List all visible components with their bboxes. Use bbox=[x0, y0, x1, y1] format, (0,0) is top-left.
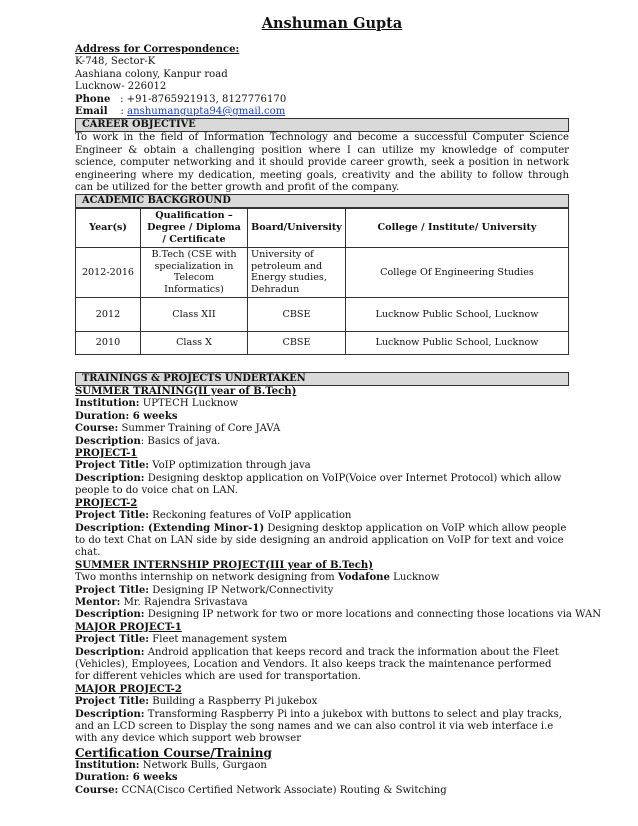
mentor-value: Mr. Rajendra Srivastava bbox=[120, 596, 248, 608]
phone-label: Phone bbox=[75, 93, 111, 105]
cell-qualification: Class XII bbox=[141, 298, 248, 332]
project-title-value: Reckoning features of VoIP application bbox=[149, 510, 352, 522]
trainings-heading: TRAININGS & PROJECTS UNDERTAKEN bbox=[75, 372, 569, 386]
internship-location: Lucknow bbox=[389, 572, 440, 584]
description-value: Designing IP network for two or more locations and connecting those locations via WAN bbox=[144, 609, 602, 621]
major-project-1-section bbox=[75, 622, 569, 684]
company-name: Vodafone bbox=[337, 572, 390, 584]
major-project-2-title: MAJOR PROJECT-2 bbox=[75, 683, 182, 695]
cell-year: 2012 bbox=[76, 298, 141, 332]
cell-board: University of petroleum and Energy studies, Dehradun bbox=[248, 247, 346, 297]
email-separator: : bbox=[120, 106, 124, 118]
address-section bbox=[75, 44, 569, 118]
project-1-title: PROJECT-1 bbox=[75, 448, 138, 460]
header-year: Year(s) bbox=[76, 209, 141, 247]
email-link[interactable]: anshumangupta94@gmail.com bbox=[127, 106, 286, 118]
summer-training-section bbox=[75, 386, 569, 448]
description-label: Description bbox=[75, 435, 141, 447]
summer-internship-section bbox=[75, 559, 602, 622]
career-objective-text: To work in the field of Information Technology and become a successful Computer Science Engineer & obtain a challenging position where I can utilize my knowledge of computer science, computer networking and it should provide career growth, seek a position in network engineering where my dedication, meeting goals, creativity and the ability to follow through can be utilized for the better growth and profit of the company. bbox=[75, 132, 569, 194]
project-title-value: Building a Raspberry Pi jukebox bbox=[149, 696, 318, 708]
address-line: Lucknow- 226012 bbox=[75, 81, 167, 93]
project-2-title: PROJECT-2 bbox=[75, 497, 138, 509]
project-title-value: VoIP optimization through java bbox=[149, 460, 311, 472]
major-project-1-title: MAJOR PROJECT-1 bbox=[75, 621, 182, 633]
table-row bbox=[76, 332, 569, 355]
description-label: Description: bbox=[75, 646, 145, 658]
description-value: Designing desktop application on VoIP which allow people to do text Chat on LAN side by side designing an android application on VoIP for text and voice chat. bbox=[75, 522, 567, 559]
header-college: College / Institute/ University bbox=[346, 209, 569, 247]
description-label: Description: bbox=[75, 609, 145, 621]
description-value: Android application that keeps record and track the information about the Fleet (Vehicles), Employees, Location and Vendors. It also keeps track the maintenance performed for different vehicles which are used for transportation. bbox=[75, 646, 559, 683]
project-2-section bbox=[75, 498, 569, 560]
certification-section bbox=[75, 746, 569, 797]
address-line: Aashiana colony, Kanpur road bbox=[75, 68, 228, 80]
address-line: K-748, Sector-K bbox=[75, 56, 156, 68]
duration-line: Duration: 6 weeks bbox=[75, 772, 178, 784]
summer-training-title: SUMMER TRAINING(II year of B.Tech) bbox=[75, 386, 297, 398]
cell-qualification: Class X bbox=[141, 332, 248, 355]
cell-board: CBSE bbox=[248, 332, 346, 355]
phone-line bbox=[75, 94, 569, 106]
internship-intro: Two months internship on network designing from bbox=[75, 572, 338, 584]
project-title-value: Designing IP Network/Connectivity bbox=[149, 584, 334, 596]
email-line bbox=[75, 106, 569, 118]
course-label: Course: bbox=[75, 784, 119, 796]
academic-header-row bbox=[76, 209, 569, 247]
academic-background-heading: ACADEMIC BACKGROUND bbox=[75, 194, 569, 208]
project-title-label: Project Title: bbox=[75, 696, 150, 708]
resume-page bbox=[75, 14, 602, 797]
description-value: : Basics of java. bbox=[140, 435, 221, 447]
table-row bbox=[76, 298, 569, 332]
phone-value: : +91-8765921913, 8127776170 bbox=[120, 93, 287, 105]
project-title-label: Project Title: bbox=[75, 460, 150, 472]
academic-table bbox=[75, 208, 569, 355]
certification-title: Certification Course/Training bbox=[75, 745, 272, 760]
project-title-label: Project Title: bbox=[75, 634, 150, 646]
cell-year: 2010 bbox=[76, 332, 141, 355]
summer-internship-title: SUMMER INTERNSHIP PROJECT(III year of B.Tech) bbox=[75, 559, 374, 571]
header-board: Board/University bbox=[248, 209, 346, 247]
project-title-value: Fleet management system bbox=[149, 634, 288, 646]
description-label: Description: bbox=[75, 708, 145, 720]
course-label: Course: bbox=[75, 423, 119, 435]
institution-label: Institution: bbox=[75, 759, 140, 771]
project-title-label: Project Title: bbox=[75, 584, 150, 596]
description-label: Description: (Extending Minor-1) bbox=[75, 522, 265, 534]
cell-college: Lucknow Public School, Lucknow bbox=[346, 298, 569, 332]
cell-year: 2012-2016 bbox=[76, 247, 141, 297]
description-label: Description: bbox=[75, 472, 145, 484]
course-value: Summer Training of Core JAVA bbox=[118, 423, 281, 435]
institution-label: Institution: bbox=[75, 398, 140, 410]
career-objective-heading: CAREER OBJECTIVE bbox=[75, 118, 569, 132]
description-value: Transforming Raspberry Pi into a jukebox with buttons to select and play tracks, and an LCD screen to Display the song names and we can also control it via web interface i.e with any device which support web browser bbox=[75, 708, 562, 745]
institution-value: Network Bulls, Gurgaon bbox=[139, 759, 267, 771]
mentor-label: Mentor: bbox=[75, 596, 121, 608]
duration-line: Duration: 6 weeks bbox=[75, 410, 178, 422]
table-row bbox=[76, 247, 569, 297]
project-title-label: Project Title: bbox=[75, 510, 150, 522]
cell-college: College Of Engineering Studies bbox=[346, 247, 569, 297]
header-qualification: Qualification – Degree / Diploma / Certificate bbox=[141, 209, 248, 247]
project-1-section bbox=[75, 448, 569, 498]
candidate-name: Anshuman Gupta bbox=[261, 15, 403, 32]
address-heading: Address for Correspondence: bbox=[75, 44, 240, 55]
major-project-2-section bbox=[75, 684, 569, 746]
cell-college: Lucknow Public School, Lucknow bbox=[346, 332, 569, 355]
cell-board: CBSE bbox=[248, 298, 346, 332]
description-value: Designing desktop application on VoIP(Voice over Internet Protocol) which allow people to do voice chat on LAN. bbox=[75, 472, 562, 497]
institution-value: UPTECH Lucknow bbox=[139, 398, 239, 410]
course-value: CCNA(Cisco Certified Network Associate) Routing & Switching bbox=[118, 784, 447, 796]
cell-qualification: B.Tech (CSE with specialization in Telecom Informatics) bbox=[141, 247, 248, 297]
email-label: Email bbox=[75, 106, 108, 118]
